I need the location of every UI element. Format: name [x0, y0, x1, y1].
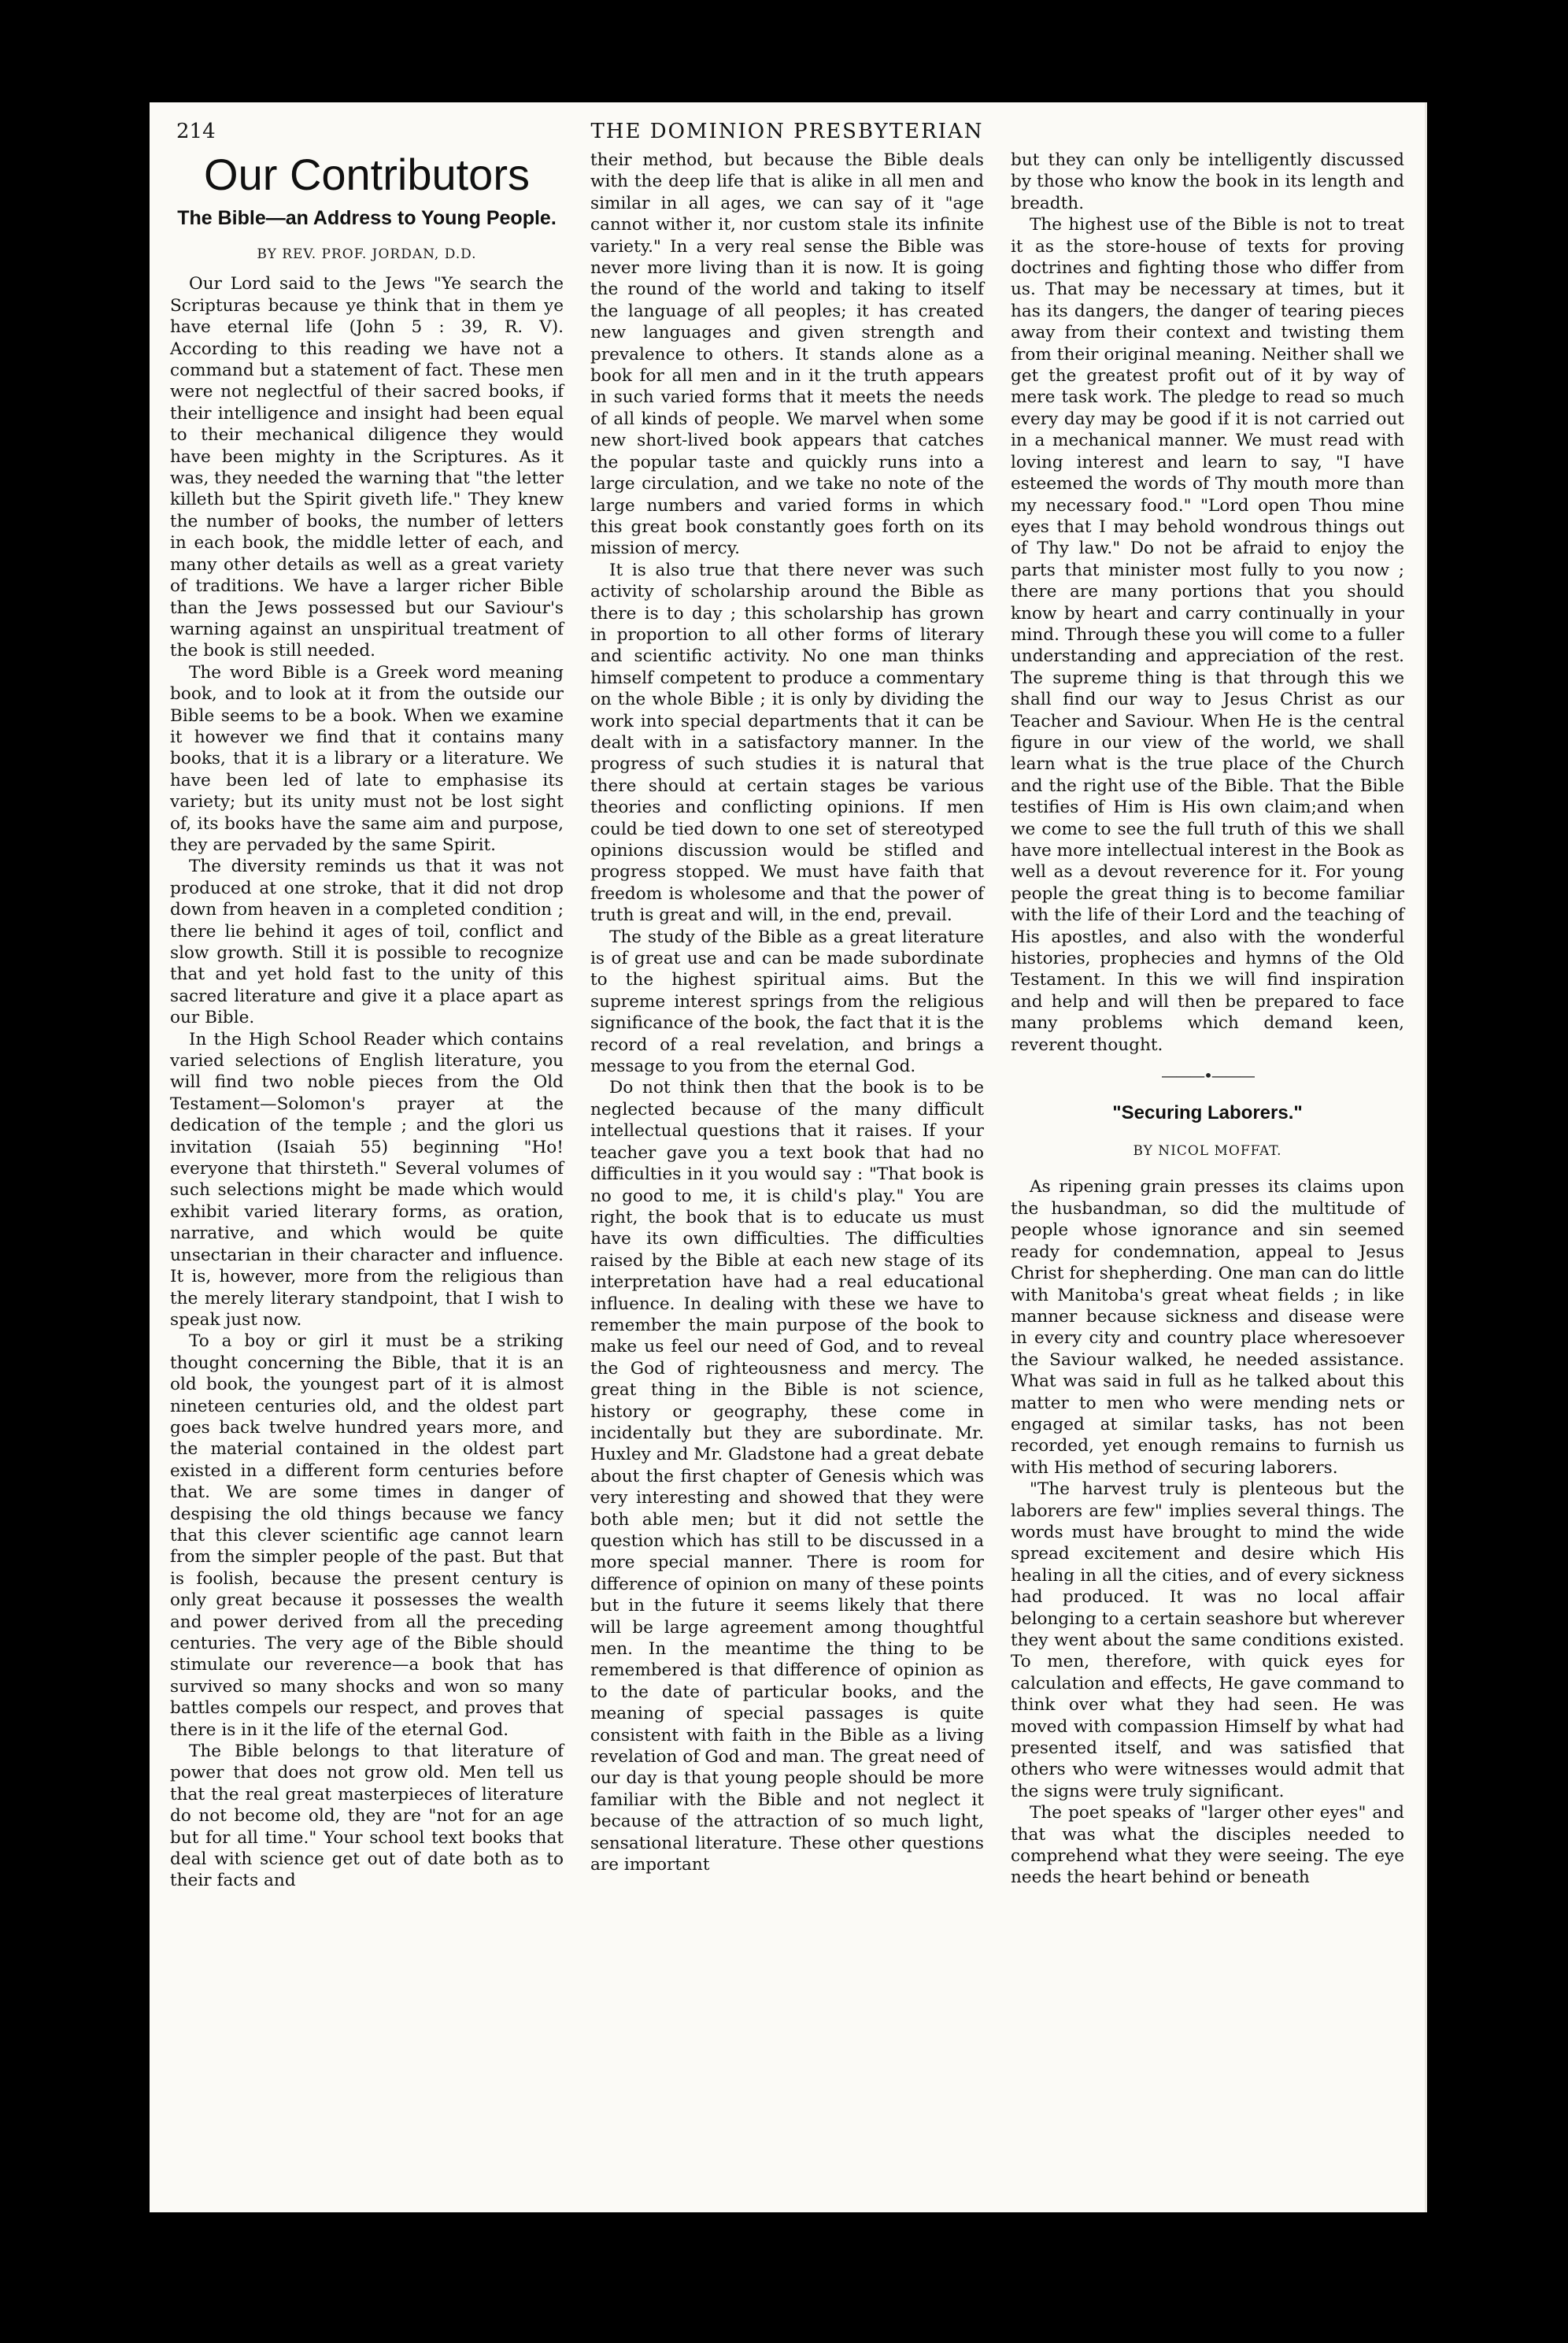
- paragraph: To a boy or girl it must be a striking thought concerning the Bible, that it is an old book, the youngest part of it is almost nineteen centuries old, and the oldest part goes back twelve hundred years more, and the material contained in the oldest part existed in a different form centuries before that. We are some times in danger of despising the old things because we fancy that this clever scientific age cannot learn from the simpler people of the past. But that is foolish, because the present century is only great because it possesses the wealth and power derived from all the preceding centuries. The very age of the Bible should stimulate our reverence—a book that has survived so many shocks and won so many battles compels our respect, and proves that there is in it the life of the eternal God.: [170, 1331, 564, 1740]
- running-head: [150, 120, 1425, 151]
- journal-title: THE DOMINION PRESBYTERIAN: [590, 120, 984, 143]
- paragraph: The highest use of the Bible is not to treat it as the store-house of texts for proving doctrines and fighting those who differ from us. That may be necessary at times, but it has its dangers, the danger of tearing pieces away from their context and twisting them from their original meaning. Neither shall we get the greatest profit out of it by way of mere task work. The pledge to read so much every day may be good if it is not carried out in a mechanical manner. We must read with loving interest and learn to say, "I have esteemed the words of Thy mouth more than my necessary food." "Lord open Thou mine eyes that I may behold wondrous things out of Thy law." Do not be afraid to enjoy the parts that minister most fully to you now ; there are many portions that you should know by heart and carry continually in your mind. Through these you will come to a fuller understanding and appreciation of the rest. The supreme thing is that through this we shall find our way to Jesus Christ as our Teacher and Saviour. When He is the central figure in our view of the world, we shall learn what is the true place of the Church and the right use of the Bible. That the Bible testifies of Him is His own claim;and when we come to see the full truth of this we shall have more intellectual interest in the Book as well as a devout reverence for it. For young people the great thing is to become familiar with the life of their Lord and the teaching of His apostles, and also with the wonderful histories, prophecies and hymns of the Old Testament. In this we will find inspiration and help and will then be prepared to face many problems which demand keen, reverent thought.: [1011, 215, 1404, 1055]
- article-title: "Securing Laborers.": [1112, 1102, 1303, 1124]
- article-title: The Bible—an Address to Young People.: [177, 207, 557, 229]
- separator-ornament: ———•———: [1161, 1066, 1254, 1086]
- paragraph: As ripening grain presses its claims upon the husbandman, so did the multitude of people whose ignorance and sin seemed ready for condemnation, appeal to Jesus Christ for shepherding. One man can do little with Manitoba's great wheat fields ; in like manner because sickness and disease were in every city and country place wheresoever the Saviour walked, he needed assistance. What was said in full as he talked about this matter to men who were mending nets or engaged at similar tasks, has not been recorded, yet enough remains to furnish us with His method of securing laborers.: [1011, 1177, 1404, 1478]
- column-2: [590, 150, 984, 1876]
- article-byline: BY NICOL MOFFAT.: [1133, 1143, 1282, 1160]
- paragraph: Do not think then that the book is to be neglected because of the many difficult intellectual questions that it raises. If your teacher gave you a text book that had no difficulties in it you would say : "That book is no good to me, it is child's play." You are right, the book that is to educate us must have its own difficulties. The difficulties raised by the Bible at each new stage of its interpretation have had a real educational influence. In dealing with these we have to remember the main purpose of the book to make us feel our need of God, and to reveal the God of righteousness and mercy. The great thing in the Bible is not science, history or geography, these come in incidentally but they are subordinate. Mr. Huxley and Mr. Gladstone had a great debate about the first chapter of Genesis which was very interesting and showed that they were both able men; but it did not settle the question which has still to be discussed in a more special manner. There is room for difference of opinion on many of these points but in the future it seems likely that there will be large agreement among thoughtful men. In the meantime the thing to be remembered is that difference of opinion as to the date of particular books, and the meaning of special passages is quite consistent with faith in the Bible as a living revelation of God and man. The great need of our day is that young people should be more familiar with the Bible and not neglect it because of the attraction of so much light, sensational literature. These other questions are important: [590, 1078, 984, 1875]
- page-number: 214: [176, 120, 216, 143]
- paragraph: but they can only be intelligently discussed by those who know the book in its length and breadth.: [1011, 150, 1404, 213]
- column-1: [170, 150, 564, 1892]
- section-title: Our Contributors: [204, 150, 530, 199]
- paragraph: The diversity reminds us that it was not produced at one stroke, that it did not drop down from heaven in a completed condition ; there lie behind it ages of toil, conflict and slow growth. Still it is possible to recognize that and yet hold fast to the unity of this sacred literature and give it a place apart as our Bible.: [170, 857, 564, 1028]
- article-byline: BY REV. PROF. JORDAN, D.D.: [257, 246, 477, 262]
- paragraph: their method, but because the Bible deals with the deep life that is alike in all men and similar in all ages, we can say of it "age cannot wither it, nor custom stale its infinite variety." In a very real sense the Bible was never more living than it is now. It is going the round of the world and taking to itself the language of all peoples; it has created new languages and given strength and prevalence to others. It stands alone as a book for all men and in it the truth appears in such varied forms that it meets the needs of all kinds of people. We marvel when some new short-lived book appears that catches the popular taste and quickly runs into a large circulation, and we take no note of the large numbers and varied forms in which this great book constantly goes forth on its mission of mercy.: [590, 150, 984, 559]
- paragraph: "The harvest truly is plenteous but the laborers are few" implies several things. The words must have brought to mind the wide spread excitement and desire which His healing in all the cities, and of every sickness had produced. It was no local affair belonging to a certain seashore but wherever they went about the same conditions existed. To men, therefore, with quick eyes for calculation and effects, He gave command to think over what they had seen. He was moved with compassion Himself by what had presented itself, and was satisfied that others who were witnesses would admit that the signs were truly significant.: [1011, 1479, 1404, 1801]
- column-3: [1011, 150, 1404, 1889]
- newspaper-page: [150, 102, 1427, 2212]
- paragraph: It is also true that there never was such activity of scholarship around the Bible as there is to day ; this scholarship has grown in proportion to all other forms of literary and scientific activity. No one man thinks himself competent to produce a commentary on the whole Bible ; it is only by dividing the work into special departments that it can be dealt with in a satisfactory manner. In the progress of such studies it is natural that there should at certain stages be various theories and conflicting opinions. If men could be tied down to one set of stereotyped opinions discussion would be stifled and progress stopped. We must have faith that freedom is wholesome and that the power of truth is great and will, in the end, prevail.: [590, 560, 984, 926]
- paragraph: Our Lord said to the Jews "Ye search the Scripturas because ye think that in them ye have eternal life (John 5 : 39, R. V). According to this reading we have not a command but a statement of fact. These men were not neglectful of their sacred books, if their intelligence and insight had been equal to their mechanical diligence they would have been mighty in the Scriptures. As it was, they needed the warning that "the letter killeth but the Spirit giveth life." They knew the number of books, the number of letters in each book, the middle letter of each, and many other details as well as a great variety of traditions. We have a larger richer Bible than the Jews possessed but our Saviour's warning against an unspiritual treatment of the book is still needed.: [170, 274, 564, 661]
- paragraph: The poet speaks of "larger other eyes" and that was what the disciples needed to comprehend what they were seeing. The eye needs the heart behind or beneath: [1011, 1803, 1404, 1888]
- paragraph: The study of the Bible as a great literature is of great use and can be made subordinate to the highest spiritual aims. But the supreme interest springs from the religious significance of the book, the fact that it is the record of a real revelation, and brings a message to you from the eternal God.: [590, 927, 984, 1077]
- paragraph: The Bible belongs to that literature of power that does not grow old. Men tell us that the real great masterpieces of literature do not become old, they are "not for an age but for all time." Your school text books that deal with science get out of date both as to their facts and: [170, 1742, 564, 1891]
- paragraph: In the High School Reader which contains varied selections of English literature, you will find two noble pieces from the Old Testament—Solomon's prayer at the dedication of the temple ; and the glori us invitation (Isaiah 55) beginning "Ho! everyone that thirsteth." Several volumes of such selections might be made which would exhibit varied literary forms, as oration, narrative, and which would be quite unsectarian in their character and influence. It is, however, more from the religious than the merely literary standpoint, that I wish to speak just now.: [170, 1029, 564, 1330]
- paragraph: The word Bible is a Greek word meaning book, and to look at it from the outside our Bible seems to be a book. When we examine it however we find that it contains many books, that it is a library or a literature. We have been led of late to emphasise its variety; but its unity must not be lost sight of, its books have the same aim and purpose, they are pervaded by the same Spirit.: [170, 662, 564, 855]
